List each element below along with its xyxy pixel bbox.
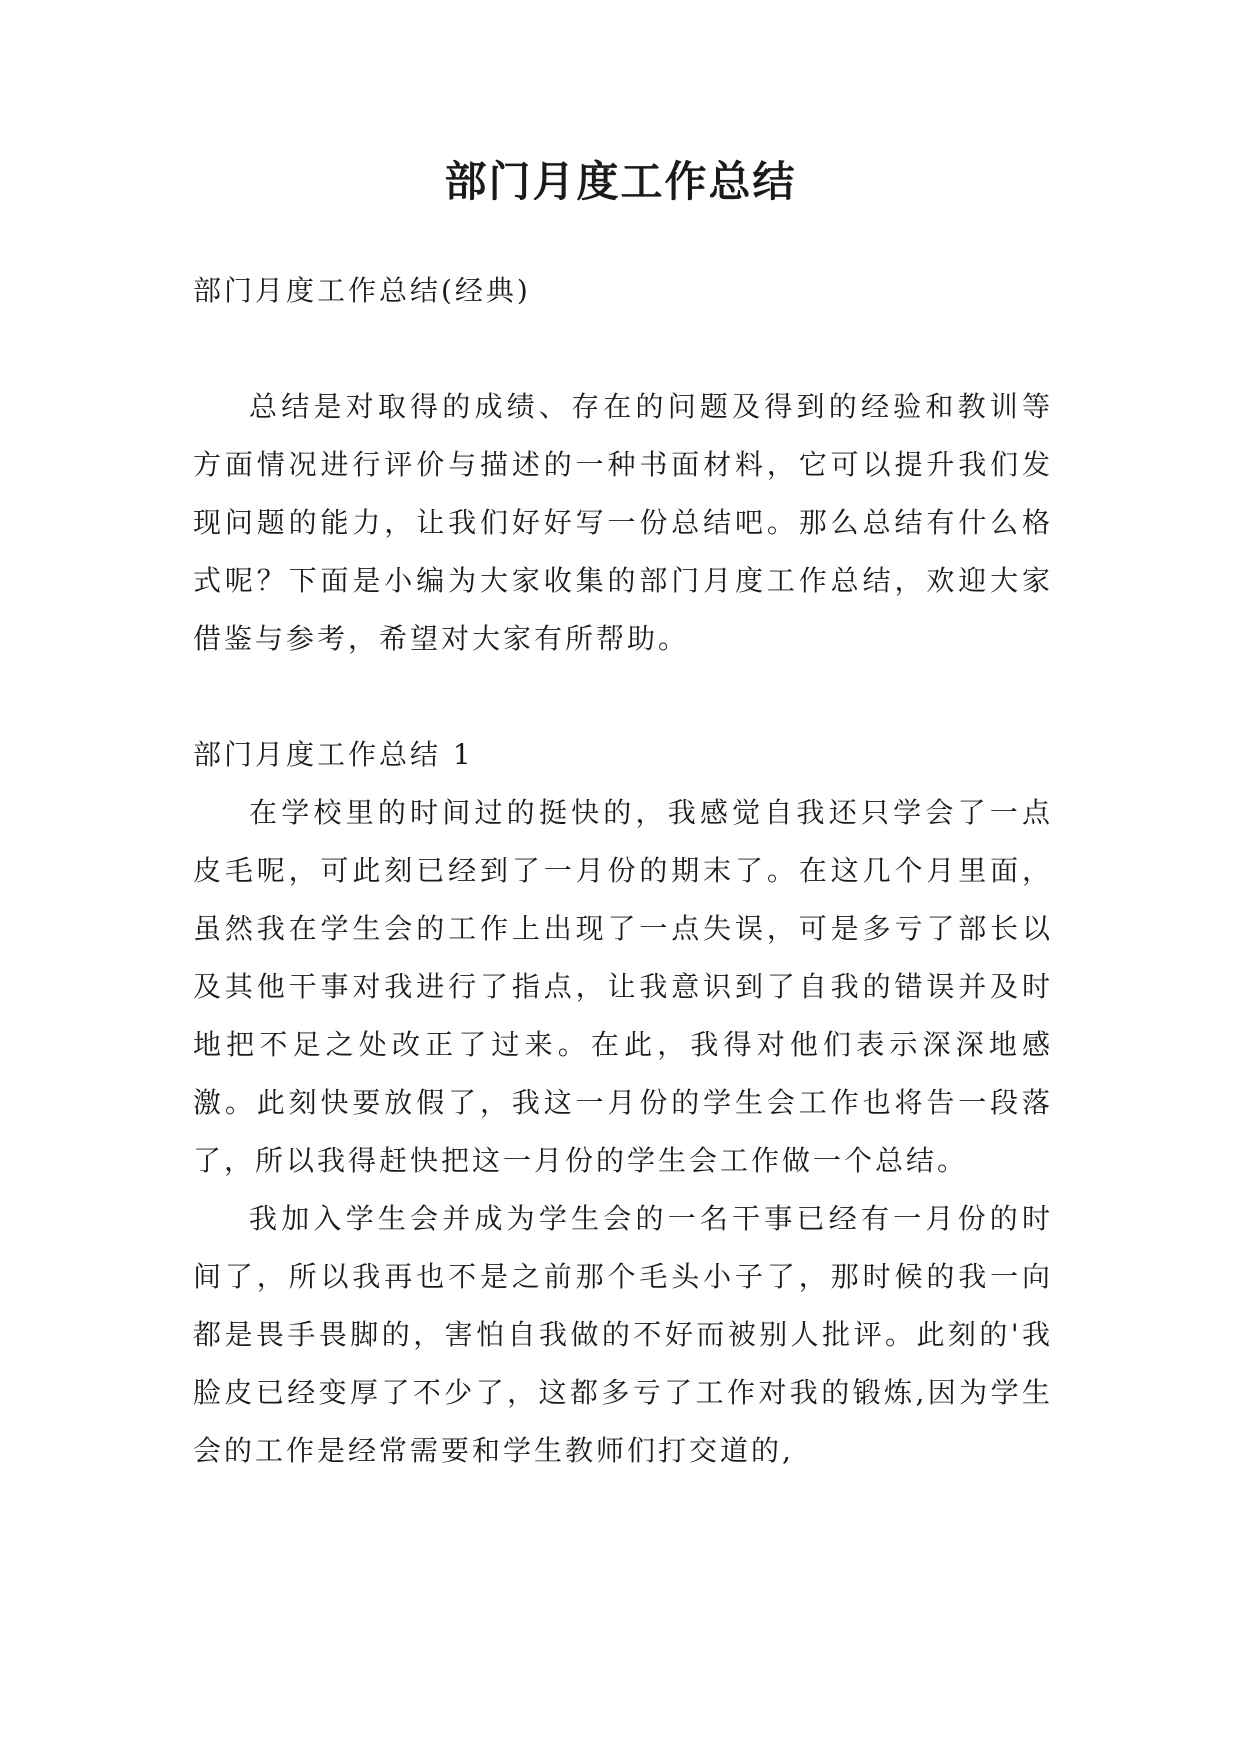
document-body — [193, 262, 1053, 1480]
document-subtitle: 部门月度工作总结(经典) — [193, 274, 531, 307]
section-heading: 部门月度工作总结 1 — [193, 738, 474, 771]
document-title: 部门月度工作总结 — [444, 157, 797, 206]
section-paragraph-1: 在学校里的时间过的挺快的，我感觉自我还只学会了一点皮毛呢，可此刻已经到了一月份的期末了。在这几个月里面，虽然我在学生会的工作上出现了一点失误，可是多亏了部长以及其他干事对我进行了指点，让我意识到了自我的错误并及时地把不足之处改正了过来。在此，我得对他们表示深深地感激。此刻快要放假了，我这一月份的学生会工作也将告一段落了，所以我得赶快把这一月份的学生会工作做一个总结。 — [193, 796, 1053, 1177]
section-paragraph-2: 我加入学生会并成为学生会的一名干事已经有一月份的时间了，所以我再也不是之前那个毛头小子了，那时候的我一向都是畏手畏脚的，害怕自我做的不好而被别人批评。此刻的'我脸皮已经变厚了不少了，这都多亏了工作对我的锻炼,因为学生会的工作是经常需要和学生教师们打交道的, — [193, 1202, 1053, 1467]
intro-paragraph: 总结是对取得的成绩、存在的问题及得到的经验和教训等方面情况进行评价与描述的一种书面材料，它可以提升我们发现问题的能力，让我们好好写一份总结吧。那么总结有什么格式呢？下面是小编为大家收集的部门月度工作总结，欢迎大家借鉴与参考，希望对大家有所帮助。 — [193, 390, 1053, 655]
